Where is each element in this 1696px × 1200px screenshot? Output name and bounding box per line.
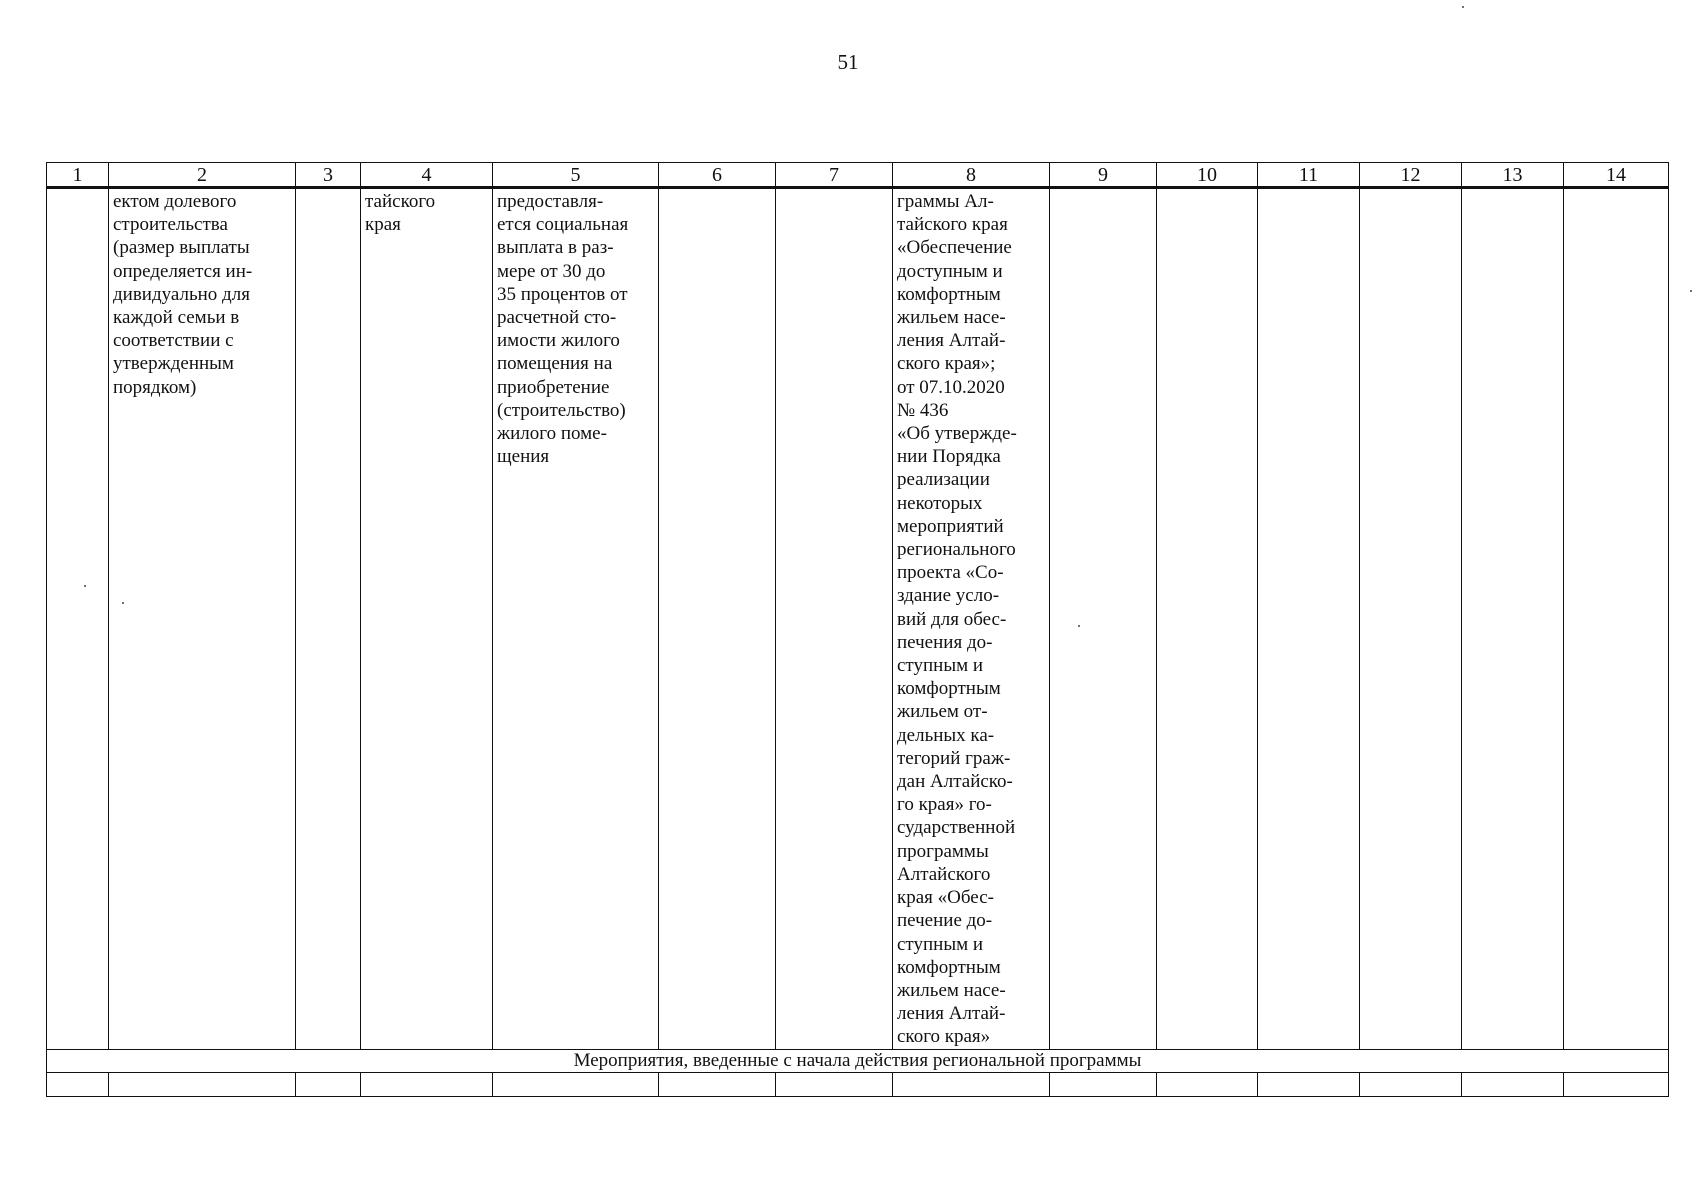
cell-col9	[1050, 188, 1157, 1050]
column-header-7: 7	[776, 163, 893, 188]
scan-speck	[1078, 625, 1080, 627]
column-header-13: 13	[1462, 163, 1564, 188]
cell-col3	[296, 188, 361, 1050]
empty-cell	[109, 1072, 296, 1096]
empty-cell	[1258, 1072, 1360, 1096]
column-header-12: 12	[1360, 163, 1462, 188]
column-header-3: 3	[296, 163, 361, 188]
scan-speck	[1690, 290, 1692, 292]
empty-cell	[1050, 1072, 1157, 1096]
cell-col2	[109, 188, 296, 1050]
column-header-1: 1	[47, 163, 109, 188]
column-header-5: 5	[493, 163, 659, 188]
empty-cell	[47, 1072, 109, 1096]
legal-basis: граммы Ал- тайского края «Обеспечение доступным и комфортным жильем насе- ления Алтай- ского края»; от 07.10.2020 № 436 «Об утвержде- нии Порядка реализации некоторых мероприятий регионального проекта «Со- здание усло- вий для обес- печения до- ступным и комфортным жильем от- дельных ка- тегорий граж- дан Алтайско- го края» го- сударственной программы Алтайского края «Обес- печение до- ступным и комфортным жильем насе- ления Алтай- ского края»	[897, 191, 1017, 1048]
region-text: тайского края	[365, 191, 436, 236]
empty-cell	[893, 1072, 1050, 1096]
empty-cell	[1462, 1072, 1564, 1096]
column-header-4: 4	[361, 163, 493, 188]
section-row	[47, 1049, 1669, 1072]
cell-col7	[776, 188, 893, 1050]
page-number: 51	[837, 50, 859, 74]
cell-col10	[1157, 188, 1258, 1050]
table-row	[47, 188, 1669, 1050]
empty-cell	[296, 1072, 361, 1096]
cell-col1	[47, 188, 109, 1050]
column-header-6: 6	[659, 163, 776, 188]
column-header-11: 11	[1258, 163, 1360, 188]
column-header-10: 10	[1157, 163, 1258, 188]
section-title: Мероприятия, введенные с начала действия региональной программы	[47, 1049, 1669, 1072]
empty-row	[47, 1072, 1669, 1096]
empty-cell	[1564, 1072, 1669, 1096]
cell-col4	[361, 188, 493, 1050]
program-table	[46, 162, 1669, 1097]
payment-conditions: предоставля- ется социальная выплата в раз- мере от 30 до 35 процентов от расчетной сто- имости жилого помещения на приобретение (строительство) жилого поме- щения	[497, 191, 629, 468]
cell-col12	[1360, 188, 1462, 1050]
cell-col11	[1258, 188, 1360, 1050]
scan-speck	[122, 602, 124, 604]
column-header-2: 2	[109, 163, 296, 188]
measure-description: ектом долевого строительства (размер выплаты определяется ин- дивидуально для каждой семьи в соответствии с утвержденным порядком)	[113, 191, 253, 398]
empty-cell	[1157, 1072, 1258, 1096]
column-header-14: 14	[1564, 163, 1669, 188]
empty-cell	[659, 1072, 776, 1096]
cell-col5	[493, 188, 659, 1050]
empty-cell	[493, 1072, 659, 1096]
scan-speck	[1462, 6, 1464, 8]
cell-col8	[893, 188, 1050, 1050]
cell-col14	[1564, 188, 1669, 1050]
column-header-9: 9	[1050, 163, 1157, 188]
scan-speck	[84, 585, 86, 587]
cell-col13	[1462, 188, 1564, 1050]
empty-cell	[1360, 1072, 1462, 1096]
column-number-header-row	[47, 163, 1669, 188]
empty-cell	[361, 1072, 493, 1096]
column-header-8: 8	[893, 163, 1050, 188]
empty-cell	[776, 1072, 893, 1096]
cell-col6	[659, 188, 776, 1050]
